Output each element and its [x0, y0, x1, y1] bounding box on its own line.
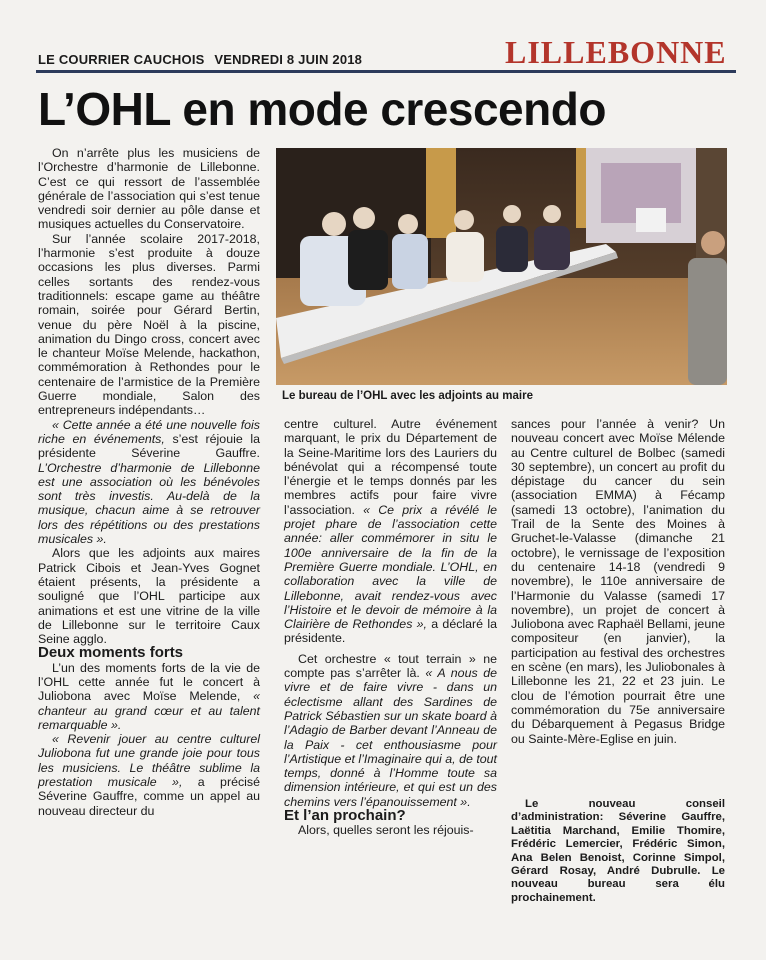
section-city: LILLEBONNE	[505, 34, 727, 70]
board-members-box	[511, 798, 725, 905]
text: a déclaré la présidente.	[284, 617, 497, 646]
text: L’un des moments forts de la vie de l’OHL cette année fut le concert à Juliobona avec Moïse Melende,	[38, 660, 260, 704]
text: Cet orchestre « tout terrain » ne compte pas s’arrêter là.	[284, 651, 497, 681]
header-rule	[36, 70, 736, 73]
paragraph: On n’arrête plus les musiciens de l’Orchestre d’harmonie de Lillebonne. C’est ce qui ressort de l’assemblée générale de l’association qui s’est tenue vendredi soir dernier au pôle danse et musiques actuelles du Conservatoire.	[38, 146, 260, 232]
article-column-2	[284, 417, 497, 838]
subheading: Et l’an prochain?	[284, 807, 406, 825]
photo-caption: Le bureau de l’OHL avec les adjoints au maire	[282, 390, 533, 402]
newspaper-name: LE COURRIER CAUCHOIS	[38, 52, 205, 67]
quote: « A nous de vivre et de faire vivre - dans un éclectisme allant des Sardines de Patrick Sébastien sur un skate board à l’Adagio de Barber devant l’Anneau de la Paix - cet enthousiasme pour l’Artistique et l’Imaginaire qui a, de tout temps, donné à l’Homme toute sa dimension intérieure, et qui est un des chemins vers l’épanouissement ».	[284, 666, 497, 809]
paragraph: Alors, quelles seront les réjouis-	[298, 823, 474, 838]
paragraph: sances pour l’année à venir? Un nouveau concert avec Moïse Mélende au Centre culturel de Bolbec (samedi 30 septembre), un concert au profit du dépistage du cancer du sein (association EMMA) à Fécamp (samedi 13 octobre), l’animation du Trail de la Sente des Moines à Gruchet-le-Valasse (dimanche 21 octobre), le vernissage de l’exposition du centenaire 14-18 (vendredi 9 novembre), le 110e anniversaire de l’Harmonie du Valasse (samedi 17 novembre), un projet de concert à Juliobona avec Raphaël Bellami, jeune compositeur (en janvier), la participation au festival des orchestres en scène (en mars), les Juliobonales à Lillebonne les 21, 22 et 23 juin. Le clou de l’émotion pourrait être une commémoration du 75e anniversaire du Débarquement à Pegasus Bridge ou Sainte-Mère-Eglise en juin.	[511, 417, 725, 746]
masthead	[38, 52, 362, 67]
article-column-1	[38, 146, 260, 818]
quote: « chanteur au grand cœur et au talent remarquable ».	[38, 689, 260, 732]
paragraph	[38, 732, 260, 818]
quote: « Ce prix a révélé le projet phare de l’association cette année: aller commémorer in situ le 100e anniversaire de la fin de la Première Guerre mondiale. L’OHL, en collaboration avec la ville de Lillebonne, avait rendez-vous avec l’Histoire et le devoir de mémoire à la Clairière de Rethondes »,	[284, 502, 497, 632]
quote: « Cette année a été une nouvelle fois riche en événements,	[38, 417, 260, 446]
article-column-3	[511, 417, 725, 746]
paragraph	[38, 661, 260, 732]
box-text: Le nouveau conseil d’administration: Séverine Gauffre, Laëtitia Marchand, Emilie Thomire, Frédéric Lemercier, Frédéric Simon, Ana Belen Benoist, Corinne Simpol, Gérard Rosay, André Dubrulle. Le nouveau bureau sera élu prochainement.	[511, 798, 725, 904]
paragraph: Sur l’année scolaire 2017-2018, l’harmonie s’est produite à douze occasions les plus diverses. Parmi celles sortants des rendez-vous traditionnels: escape game au théâtre romain, soirée pour Gérard Bertin, venue du père Noël à la piscine, animation du Dingo cross, concert avec le chanteur Moïse Melende, hackathon, commémoration à Rethondes pour le centenaire de l’armistice de la Première Guerre mondiale, Salon des entrepreneurs indépendants…	[38, 231, 260, 418]
paragraph	[38, 418, 260, 547]
text: a précisé Séverine Gauffre, comme un appel au nouveau directeur du	[38, 775, 260, 818]
paragraph	[284, 417, 497, 646]
quote: « Revenir jouer au centre culturel Juliobona fut une grande joie pour tous les musiciens. Le théâtre sublime la prestation musicale »,	[38, 732, 260, 790]
article-headline: L’OHL en mode crescendo	[38, 83, 606, 135]
article-photo	[276, 148, 727, 385]
issue-date: VENDREDI 8 JUIN 2018	[214, 52, 363, 67]
quote: L’Orchestre d’harmonie de Lillebonne est une association où les bénévoles sont très investis. Au-delà de la musique, chacun aime à se retrouver lors des répétitions ou des prestations musicales ».	[38, 460, 260, 547]
subheading: Deux moments forts	[38, 644, 184, 662]
text: centre culturel. Autre événement marquant, le prix du Département de la Seine-Maritime lors des Lauriers du bénévolat qui a récompensé toute l’énergie et le temps donnés par les membres actifs pour faire vivre l’association.	[284, 417, 497, 517]
photo-illustration	[276, 148, 727, 385]
paragraph	[284, 652, 497, 809]
text: s’est réjouie la présidente Séverine Gauffre.	[38, 431, 260, 461]
paragraph: Alors que les adjoints aux maires Patrick Cibois et Jean-Yves Gognet étaient présents, la présidente a souligné que l’OHL participe aux animations et est une vitrine de la ville de Lillebonne sur le territoire Caux Seine agglo.	[38, 546, 260, 647]
